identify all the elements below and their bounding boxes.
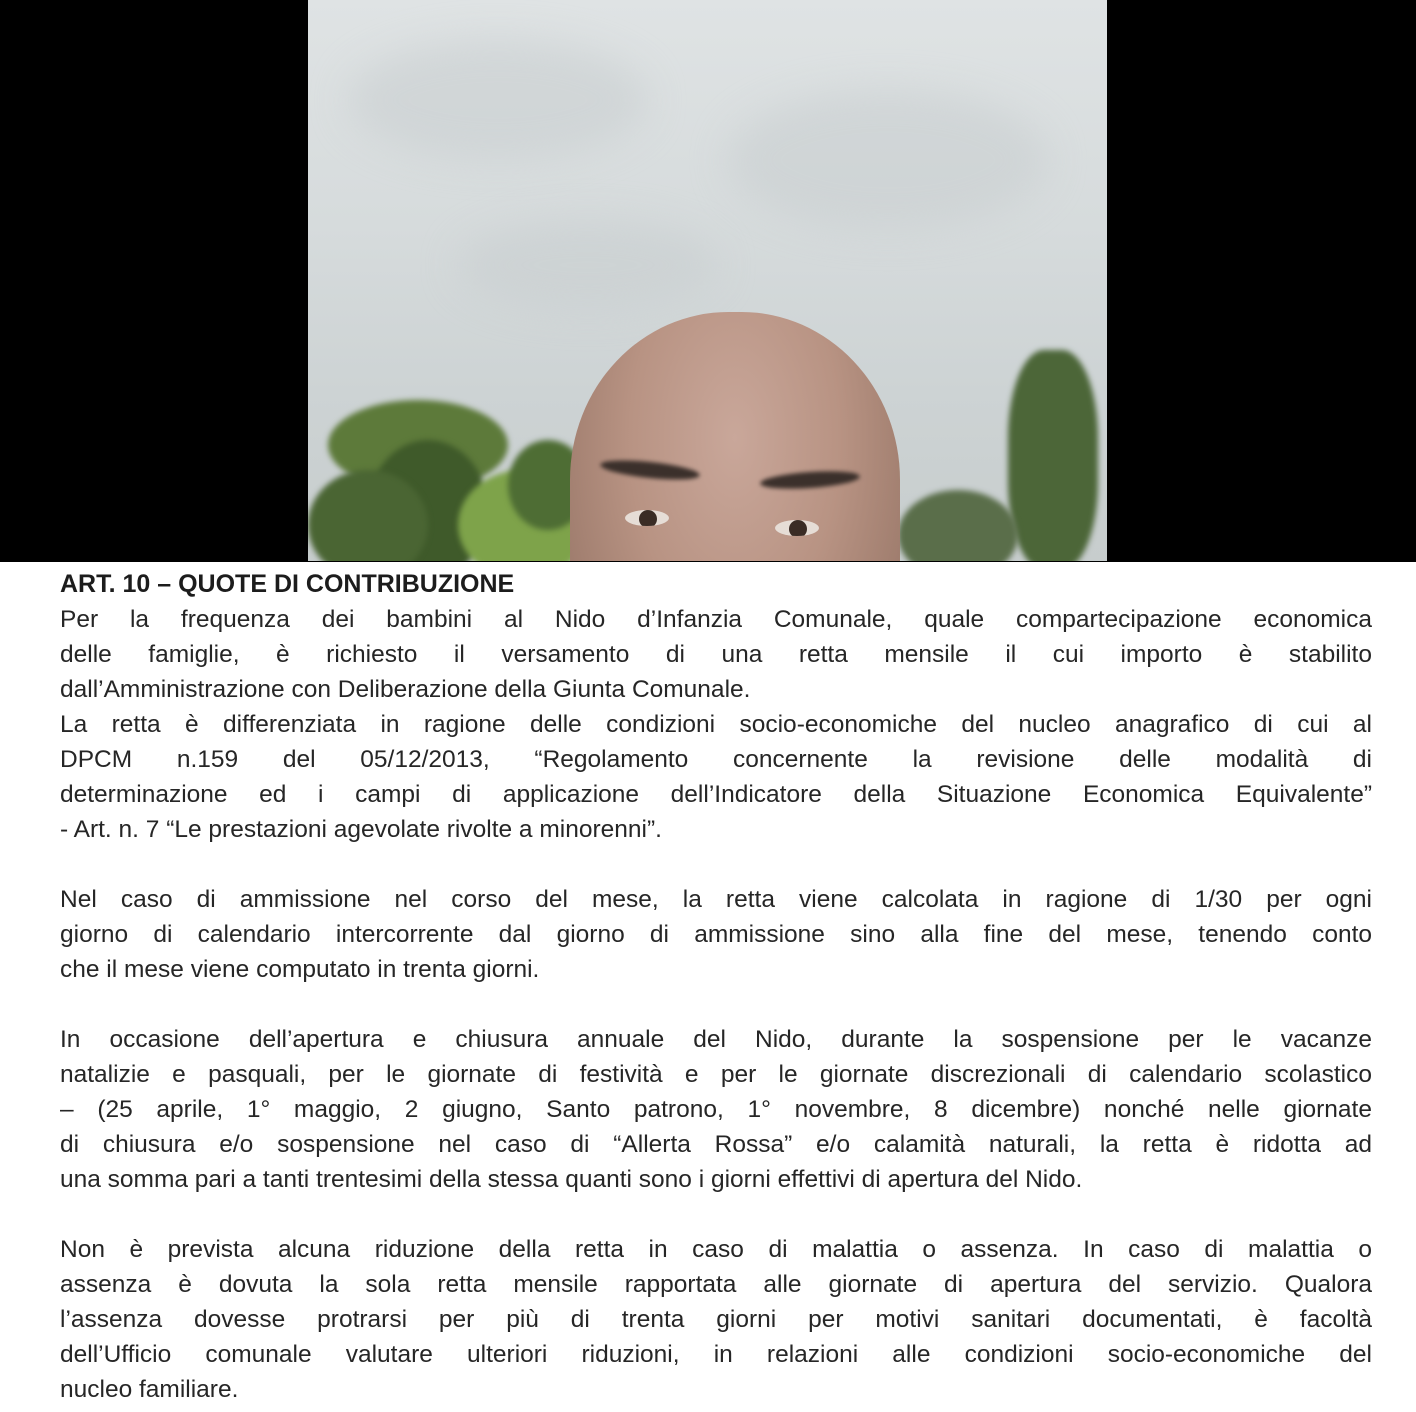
tree-foliage (898, 490, 1018, 561)
text-line: Nel caso di ammissione nel corso del mese, la retta viene calcolata in ragione di 1/30 per ogni (60, 886, 1372, 913)
text-line: dall’Amministrazione con Deliberazione della Giunta Comunale. (60, 676, 751, 703)
left-eyebrow (599, 457, 700, 483)
text-line: l’assenza dovesse protrarsi per più di trenta giorni per motivi sanitari documentati, è facoltà (60, 1306, 1372, 1333)
cypress-tree (1008, 350, 1098, 561)
selfie-video-frame (308, 0, 1107, 561)
text-line: dell’Ufficio comunale valutare ulteriori riduzioni, in relazioni alle condizioni socio-economiche del (60, 1341, 1372, 1368)
text-line: nucleo familiare. (60, 1376, 239, 1403)
document-article (60, 566, 1372, 1407)
right-eyebrow (760, 469, 861, 492)
paragraph-isee (60, 707, 1372, 847)
cloud (728, 90, 1048, 230)
text-line: natalizie e pasquali, per le giornate di festività e per le giornate discrezionali di calendario scolastico (60, 1061, 1372, 1088)
right-eye (775, 520, 819, 536)
video-letterbox (0, 0, 1416, 562)
text-line: una somma pari a tanti trentesimi della stessa quanti sono i giorni effettivi di apertura del Nido. (60, 1166, 1083, 1193)
cloud (348, 40, 648, 160)
text-line: Per la frequenza dei bambini al Nido d’Infanzia Comunale, quale compartecipazione economica (60, 606, 1372, 633)
text-line: DPCM n.159 del 05/12/2013, “Regolamento concernente la revisione delle modalità di (60, 746, 1372, 773)
person-head (570, 312, 900, 561)
paragraph-fee-overview (60, 602, 1372, 707)
text-line: La retta è differenziata in ragione delle condizioni socio-economiche del nucleo anagrafico di cui al (60, 711, 1372, 738)
article-title: ART. 10 – QUOTE DI CONTRIBUZIONE (60, 570, 515, 598)
paragraph-mid-month-admission (60, 882, 1372, 987)
text-line: Non è prevista alcuna riduzione della retta in caso di malattia o assenza. In caso di malattia o (60, 1236, 1372, 1263)
text-line: assenza è dovuta la sola retta mensile rapportata alle giornate di apertura del servizio. Qualora (60, 1271, 1372, 1298)
cloud (458, 220, 718, 310)
text-line: determinazione ed i campi di applicazione dell’Indicatore della Situazione Economica Equivalente” (60, 781, 1372, 808)
text-line: In occasione dell’apertura e chiusura annuale del Nido, durante la sospensione per le vacanze (60, 1026, 1372, 1053)
text-line: delle famiglie, è richiesto il versamento di una retta mensile il cui importo è stabilito (60, 641, 1372, 668)
text-line: - Art. n. 7 “Le prestazioni agevolate rivolte a minorenni”. (60, 816, 662, 843)
text-line: – (25 aprile, 1° maggio, 2 giugno, Santo patrono, 1° novembre, 8 dicembre) nonché nelle giornate (60, 1096, 1372, 1123)
text-line: giorno di calendario intercorrente dal giorno di ammissione sino alla fine del mese, tenendo conto (60, 921, 1372, 948)
left-eye (625, 510, 669, 526)
paragraph-closures-reduction (60, 1022, 1372, 1197)
text-line: che il mese viene computato in trenta giorni. (60, 956, 540, 983)
text-line: di chiusura e/o sospensione nel caso di “Allerta Rossa” e/o calamità naturali, la retta è ridotta ad (60, 1131, 1372, 1158)
paragraph-absence-illness (60, 1232, 1372, 1407)
